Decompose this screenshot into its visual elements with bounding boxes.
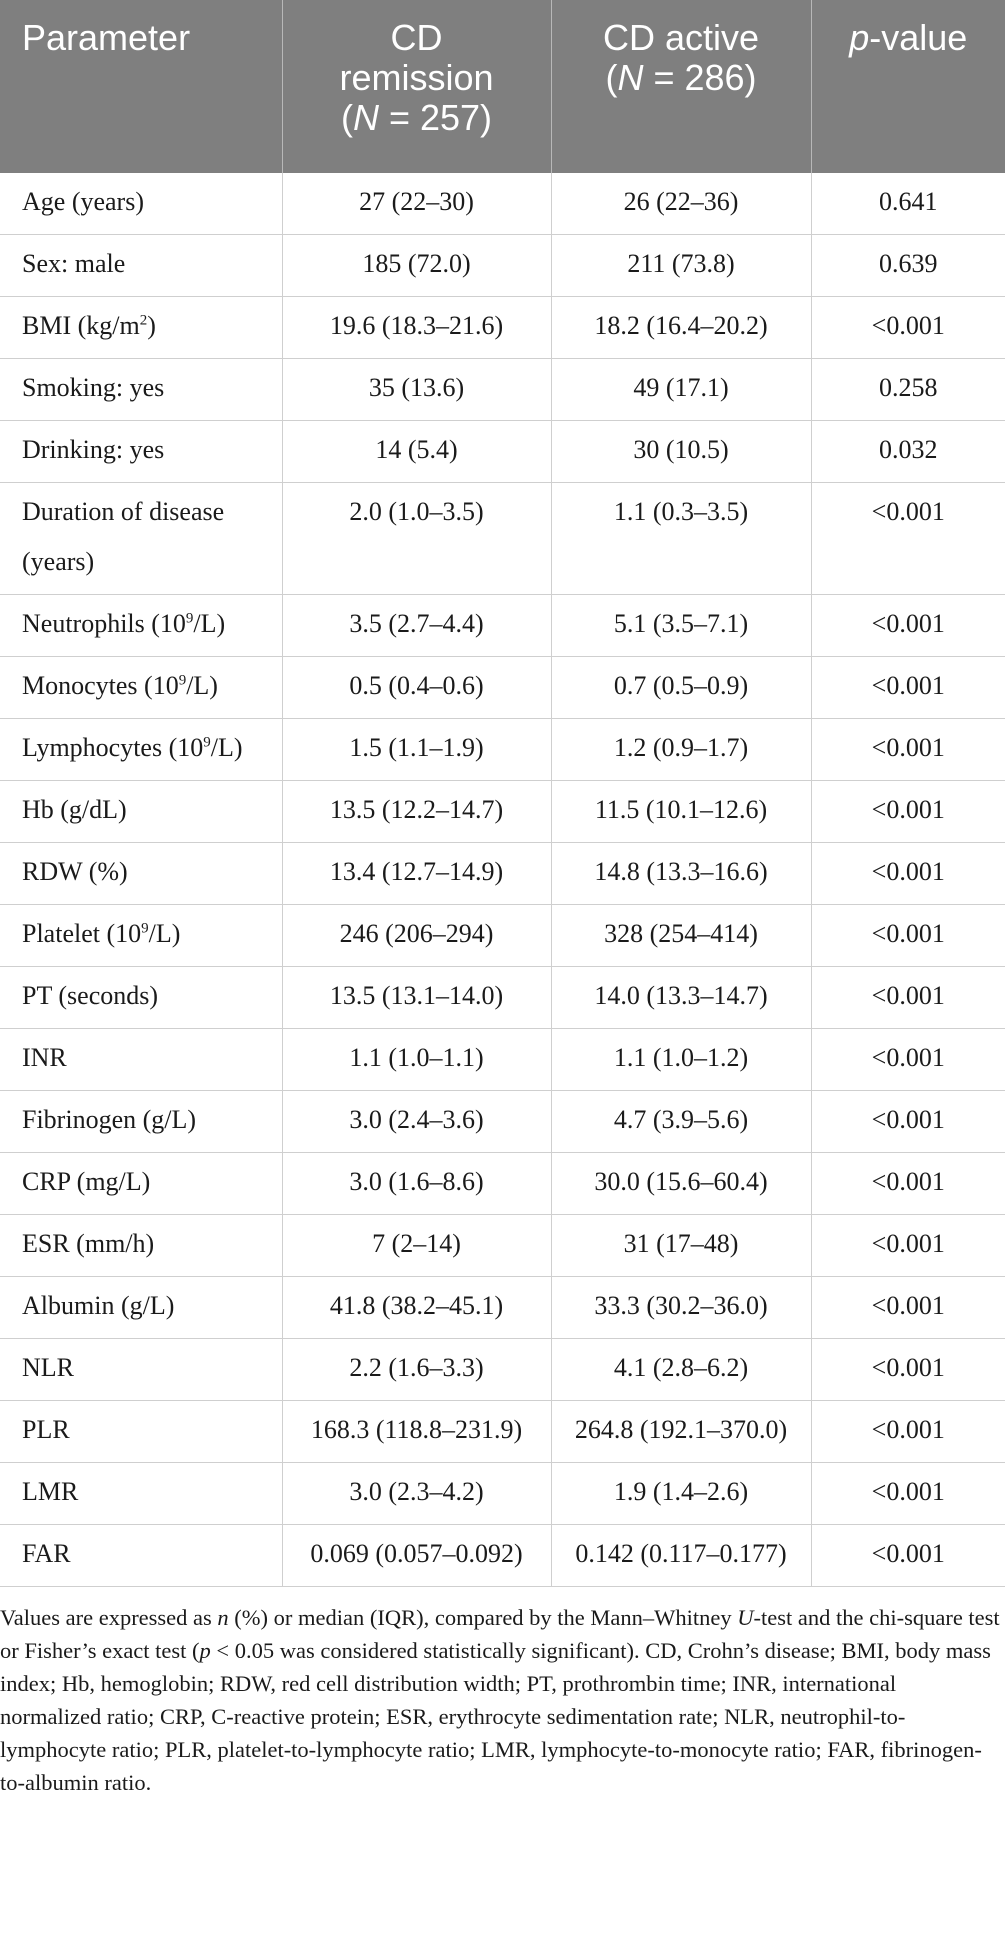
p-value-cell: <0.001 xyxy=(811,843,1005,905)
p-value-cell: <0.001 xyxy=(811,1401,1005,1463)
cd-active-cell: 1.1 (0.3–3.5) xyxy=(551,483,811,595)
p-value-cell: <0.001 xyxy=(811,1525,1005,1587)
header-row xyxy=(0,0,1005,173)
cd-active-cell: 49 (17.1) xyxy=(551,359,811,421)
table-row xyxy=(0,967,1005,1029)
table-row xyxy=(0,1339,1005,1401)
table-row xyxy=(0,235,1005,297)
table-row xyxy=(0,297,1005,359)
cd-active-cell: 14.0 (13.3–14.7) xyxy=(551,967,811,1029)
cd-remission-cell: 3.0 (1.6–8.6) xyxy=(282,1153,551,1215)
cd-remission-cell: 13.5 (13.1–14.0) xyxy=(282,967,551,1029)
cd-active-cell: 4.1 (2.8–6.2) xyxy=(551,1339,811,1401)
parameter-cell: FAR xyxy=(0,1525,282,1587)
cd-remission-cell: 14 (5.4) xyxy=(282,421,551,483)
cd-remission-cell: 0.5 (0.4–0.6) xyxy=(282,657,551,719)
header-cd-active: CD active (N = 286) xyxy=(551,0,811,173)
p-value-cell: <0.001 xyxy=(811,1215,1005,1277)
cd-remission-cell: 7 (2–14) xyxy=(282,1215,551,1277)
cd-active-cell: 18.2 (16.4–20.2) xyxy=(551,297,811,359)
p-value-cell: <0.001 xyxy=(811,1153,1005,1215)
parameter-cell: BMI $(kg/m^2)$ xyxy=(0,297,282,359)
cd-remission-cell: 3.0 (2.4–3.6) xyxy=(282,1091,551,1153)
cd-remission-cell: 3.0 (2.3–4.2) xyxy=(282,1463,551,1525)
p-value-cell: <0.001 xyxy=(811,1339,1005,1401)
table-row xyxy=(0,1525,1005,1587)
parameter-cell: Smoking: yes xyxy=(0,359,282,421)
parameter-cell: Age (years) xyxy=(0,173,282,235)
parameter-cell: Platelet $(10^9/L)$ xyxy=(0,905,282,967)
table-footnote: Values are expressed as n (%) or median (IQR), compared by the Mann–Whitney U-test and the chi-square test or Fisher’s exact test (p < 0.05 was considered statistically significant). CD, Crohn’s disease; BMI, body mass index; Hb, hemoglobin; RDW, red cell distribution width; PT, prothrombin time; INR, international normalized ratio; CRP, C-reactive protein; ESR, erythrocyte sedimentation rate; NLR, neutrophil-to-lymphocyte ratio; PLR, platelet-to-lymphocyte ratio; LMR, lymphocyte-to-monocyte ratio; FAR, fibrinogen-to-albumin ratio. xyxy=(0,1605,1000,1795)
parameter-cell: Monocytes $(10^9/L)$ xyxy=(0,657,282,719)
cd-active-cell: 1.9 (1.4–2.6) xyxy=(551,1463,811,1525)
cd-remission-cell: 185 (72.0) xyxy=(282,235,551,297)
table-row xyxy=(0,421,1005,483)
p-value-cell: <0.001 xyxy=(811,1029,1005,1091)
parameter-cell: RDW (%) xyxy=(0,843,282,905)
cd-active-cell: 211 (73.8) xyxy=(551,235,811,297)
cd-remission-cell: 19.6 (18.3–21.6) xyxy=(282,297,551,359)
p-value-cell: <0.001 xyxy=(811,967,1005,1029)
p-value-cell: 0.258 xyxy=(811,359,1005,421)
p-value-cell: <0.001 xyxy=(811,1277,1005,1339)
cd-remission-cell: 2.2 (1.6–3.3) xyxy=(282,1339,551,1401)
cd-active-cell: 328 (254–414) xyxy=(551,905,811,967)
table-row xyxy=(0,1153,1005,1215)
cd-active-cell: 30.0 (15.6–60.4) xyxy=(551,1153,811,1215)
p-value-cell: <0.001 xyxy=(811,781,1005,843)
table-row xyxy=(0,843,1005,905)
table-body xyxy=(0,173,1005,1587)
parameter-cell: INR xyxy=(0,1029,282,1091)
p-value-cell: <0.001 xyxy=(811,483,1005,595)
cd-active-cell: 26 (22–36) xyxy=(551,173,811,235)
cd-active-cell: 1.2 (0.9–1.7) xyxy=(551,719,811,781)
parameter-cell: PT (seconds) xyxy=(0,967,282,1029)
cd-remission-cell: 13.4 (12.7–14.9) xyxy=(282,843,551,905)
parameter-cell: Hb (g/dL) xyxy=(0,781,282,843)
cd-active-cell: 5.1 (3.5–7.1) xyxy=(551,595,811,657)
cd-active-cell: 14.8 (13.3–16.6) xyxy=(551,843,811,905)
parameter-cell: PLR xyxy=(0,1401,282,1463)
parameter-cell: Drinking: yes xyxy=(0,421,282,483)
cd-active-cell: 33.3 (30.2–36.0) xyxy=(551,1277,811,1339)
parameter-cell: CRP (mg/L) xyxy=(0,1153,282,1215)
parameter-cell: Albumin (g/L) xyxy=(0,1277,282,1339)
table-row xyxy=(0,359,1005,421)
table-row xyxy=(0,1277,1005,1339)
cd-active-cell: 0.142 (0.117–0.177) xyxy=(551,1525,811,1587)
cd-remission-cell: 168.3 (118.8–231.9) xyxy=(282,1401,551,1463)
table-row xyxy=(0,1029,1005,1091)
table-row xyxy=(0,1401,1005,1463)
cd-active-cell: 30 (10.5) xyxy=(551,421,811,483)
cd-active-cell: 31 (17–48) xyxy=(551,1215,811,1277)
p-value-cell: <0.001 xyxy=(811,1091,1005,1153)
table-row xyxy=(0,781,1005,843)
table-row xyxy=(0,173,1005,235)
parameter-cell: Fibrinogen (g/L) xyxy=(0,1091,282,1153)
parameter-cell: Neutrophils $(10^9/L)$ xyxy=(0,595,282,657)
parameter-cell: ESR (mm/h) xyxy=(0,1215,282,1277)
cd-remission-cell: 0.069 (0.057–0.092) xyxy=(282,1525,551,1587)
table-row xyxy=(0,1463,1005,1525)
table-row xyxy=(0,1091,1005,1153)
table-row xyxy=(0,657,1005,719)
p-value-cell: 0.639 xyxy=(811,235,1005,297)
p-value-cell: 0.032 xyxy=(811,421,1005,483)
p-value-cell: <0.001 xyxy=(811,719,1005,781)
cd-remission-cell: 13.5 (12.2–14.7) xyxy=(282,781,551,843)
p-value-cell: <0.001 xyxy=(811,297,1005,359)
cd-active-cell: 4.7 (3.9–5.6) xyxy=(551,1091,811,1153)
parameter-cell: Lymphocytes $(10^9/L)$ xyxy=(0,719,282,781)
p-value-cell: <0.001 xyxy=(811,905,1005,967)
parameter-cell: LMR xyxy=(0,1463,282,1525)
table-row xyxy=(0,905,1005,967)
parameter-cell: Sex: male xyxy=(0,235,282,297)
cd-remission-cell: 41.8 (38.2–45.1) xyxy=(282,1277,551,1339)
table-row xyxy=(0,1215,1005,1277)
cd-remission-cell: 1.5 (1.1–1.9) xyxy=(282,719,551,781)
cd-active-cell: 11.5 (10.1–12.6) xyxy=(551,781,811,843)
cd-remission-cell: 246 (206–294) xyxy=(282,905,551,967)
cd-active-cell: 1.1 (1.0–1.2) xyxy=(551,1029,811,1091)
cd-remission-cell: 3.5 (2.7–4.4) xyxy=(282,595,551,657)
table-header xyxy=(0,0,1005,173)
header-p-value: p-value xyxy=(811,0,1005,173)
parameter-cell: NLR xyxy=(0,1339,282,1401)
p-value-cell: 0.641 xyxy=(879,187,938,216)
header-cd-remission: CD remission (N = 257) xyxy=(282,0,551,173)
cd-remission-cell: 27 (22–30) xyxy=(282,173,551,235)
table-row xyxy=(0,719,1005,781)
p-value-cell: <0.001 xyxy=(811,1463,1005,1525)
cd-active-cell: 264.8 (192.1–370.0) xyxy=(551,1401,811,1463)
cd-remission-cell: 35 (13.6) xyxy=(282,359,551,421)
p-value-cell: <0.001 xyxy=(811,657,1005,719)
cd-active-cell: 0.7 (0.5–0.9) xyxy=(551,657,811,719)
table-row xyxy=(0,483,1005,595)
cd-remission-cell: 1.1 (1.0–1.1) xyxy=(282,1029,551,1091)
p-value-cell: <0.001 xyxy=(811,595,1005,657)
table-row xyxy=(0,595,1005,657)
parameter-cell: Duration of disease (years) xyxy=(0,483,282,595)
header-parameter: Parameter xyxy=(0,0,282,173)
cd-remission-cell: 2.0 (1.0–3.5) xyxy=(282,483,551,595)
